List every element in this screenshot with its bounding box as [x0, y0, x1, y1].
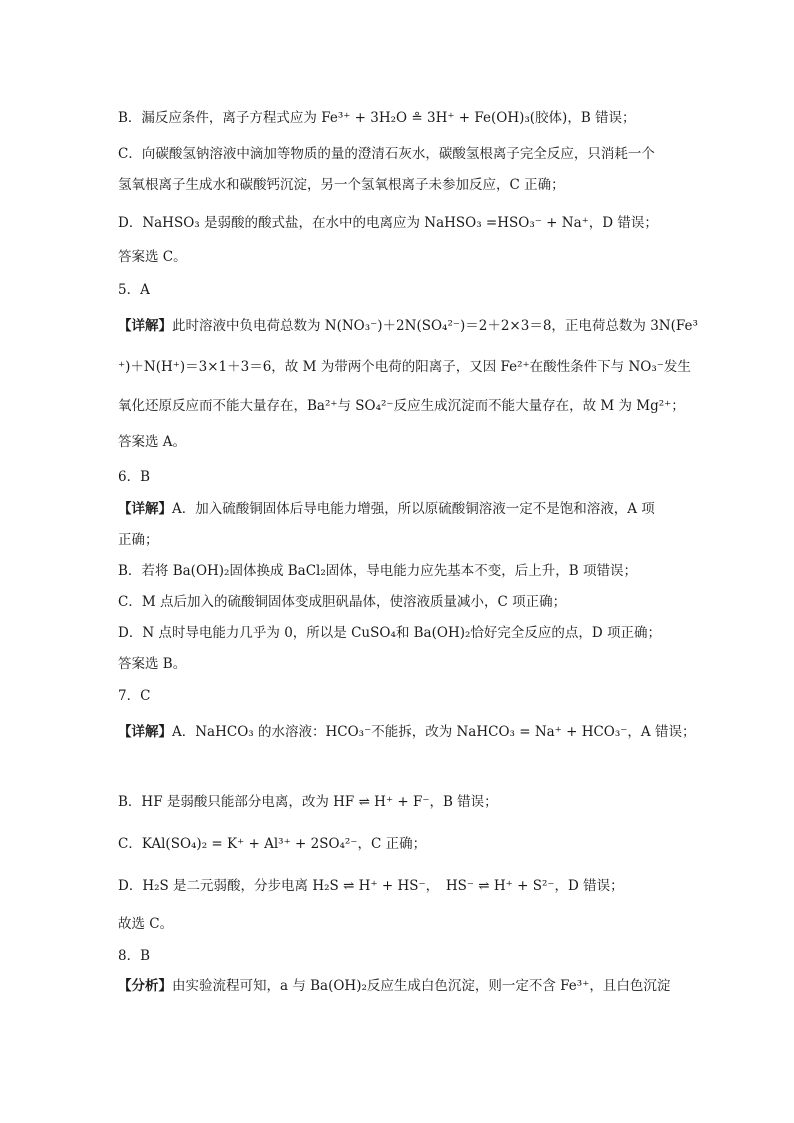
option-c-line: C．M 点后加入的硫酸铜固体变成胆矾晶体，使溶液质量减小，C 项正确；	[118, 594, 567, 610]
option-b-line: B．漏反应条件，离子方程式应为 Fe³⁺ + 3H₂O ≗ 3H⁺ + Fe(OH)₃(胶体)，B 错误；	[118, 110, 636, 126]
option-d-line: D．H₂S 是二元弱酸，分步电离 H₂S ⇌ H⁺ + HS⁻， HS⁻ ⇌ H⁺ + S²⁻，D 错误；	[118, 878, 624, 894]
detail-tag: 【详解】	[118, 318, 172, 334]
option-b-line: B．若将 Ba(OH)₂固体换成 BaCl₂固体，导电能力应先基本不变，后上升，B 项错误；	[118, 563, 637, 579]
detail-line: 【详解】A．NaHCO₃ 的水溶液：HCO₃⁻不能拆，改为 NaHCO₃ = Na⁺ + HCO₃⁻，A 错误；	[118, 724, 696, 740]
option-c-line: C．KAl(SO₄)₂ = K⁺ + Al³⁺ + 2SO₄²⁻，C 正确；	[118, 836, 427, 852]
option-c-line-1: C．向碳酸氢钠溶液中滴加等物质的量的澄清石灰水，碳酸氢根离子完全反应，只消耗一个	[118, 146, 655, 162]
question-number-7: 7．C	[118, 688, 151, 704]
detail-tag: 【详解】	[118, 501, 172, 517]
analysis-tag: 【分析】	[118, 978, 172, 994]
analysis-line: 【分析】由实验流程可知，a 与 Ba(OH)₂反应生成白色沉淀，则一定不含 Fe³⁺，且白色沉淀	[118, 978, 671, 994]
detail-line: 【详解】A．加入硫酸铜固体后导电能力增强，所以原硫酸铜溶液一定不是饱和溶液，A 项	[118, 501, 655, 517]
option-d-line: D．NaHSO₃ 是弱酸的酸式盐，在水中的电离应为 NaHSO₃ =HSO₃⁻ + Na⁺，D 错误；	[118, 215, 658, 231]
detail-line: 氧化还原反应而不能大量存在，Ba²⁺与 SO₄²⁻反应生成沉淀而不能大量存在，故 M 为 Mg²⁺；	[118, 398, 685, 414]
answer-line: 答案选 A。	[118, 434, 187, 450]
detail-line: 【详解】此时溶液中负电荷总数为 N(NO₃⁻)＋2N(SO₄²⁻)＝2＋2×3＝8，正电荷总数为 3N(Fe³	[118, 318, 698, 334]
detail-line: ⁺)＋N(H⁺)＝3×1＋3＝6，故 M 为带两个电荷的阳离子，又因 Fe²⁺在酸性条件下与 NO₃⁻发生	[118, 359, 691, 375]
answer-line: 答案选 C。	[118, 249, 187, 265]
detail-line: 正确；	[118, 532, 159, 548]
question-number-6: 6．B	[118, 469, 151, 485]
detail-tag: 【详解】	[118, 724, 172, 740]
option-b-line: B．HF 是弱酸只能部分电离，改为 HF ⇌ H⁺ + F⁻，B 错误；	[118, 794, 498, 810]
answer-line: 故选 C。	[118, 916, 174, 932]
option-d-line: D．N 点时导电能力几乎为 0，所以是 CuSO₄和 Ba(OH)₂恰好完全反应的点，D 项正确；	[118, 625, 662, 641]
answer-line: 答案选 B。	[118, 656, 187, 672]
question-number-5: 5．A	[118, 282, 150, 298]
option-c-line-2: 氢氧根离子生成水和碳酸钙沉淀，另一个氢氧根离子未参加反应，C 正确；	[118, 177, 565, 193]
question-number-8: 8．B	[118, 948, 151, 964]
